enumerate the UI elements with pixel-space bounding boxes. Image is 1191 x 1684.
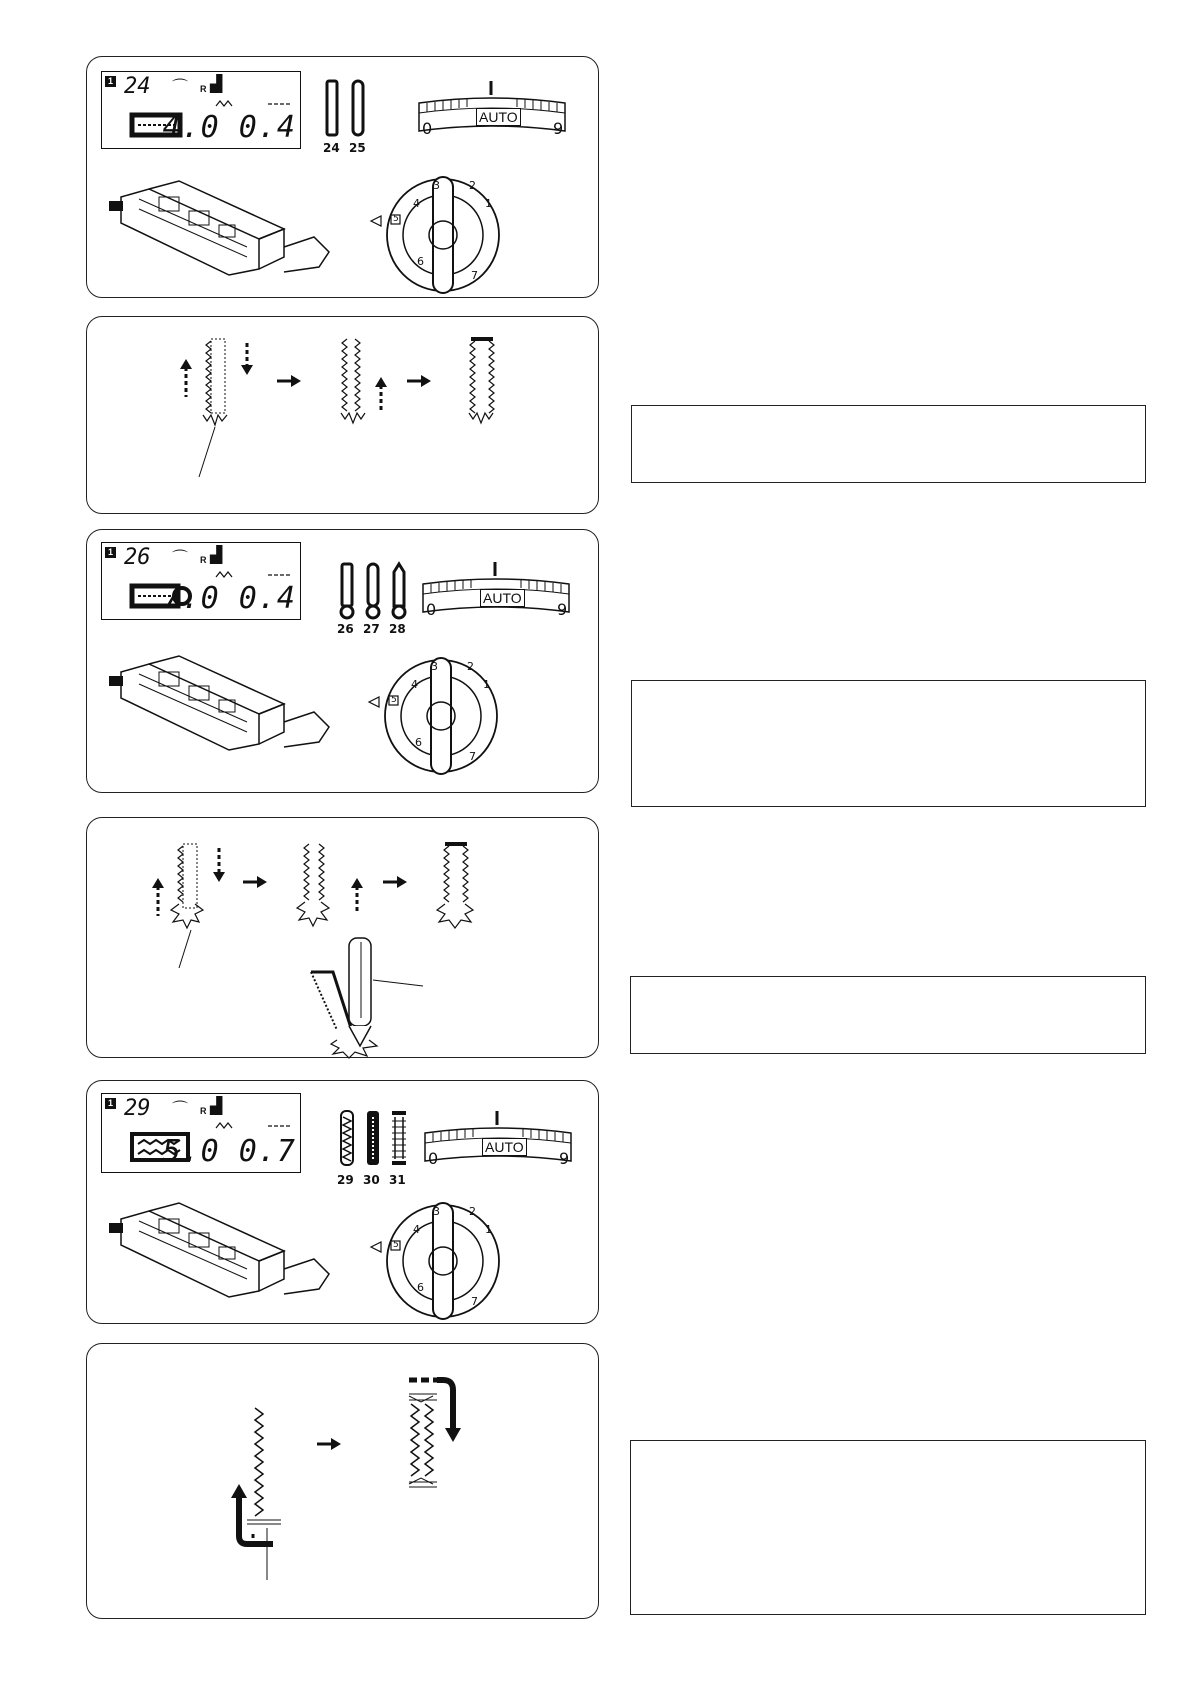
thread-tension-icon: ⌒ bbox=[172, 550, 189, 567]
buttonhole-icon-30 bbox=[365, 1109, 381, 1167]
dial-max: 9 bbox=[557, 600, 568, 619]
width-length-values: 5.0 0.7 bbox=[162, 1134, 296, 1169]
buttonhole-icon-28 bbox=[391, 562, 407, 620]
memory-icon: 1 bbox=[105, 1098, 116, 1109]
auto-label: AUTO bbox=[482, 1138, 527, 1156]
panel-buttonhole-29-31 bbox=[86, 1080, 599, 1324]
stretch-buttonhole-sequence bbox=[87, 1344, 600, 1620]
selector-number-5: 5 bbox=[393, 214, 399, 224]
r-mark: R bbox=[200, 555, 207, 565]
zigzag-width-icon bbox=[216, 571, 236, 579]
lcd-display bbox=[101, 71, 301, 149]
selector-number-2: 2 bbox=[469, 179, 476, 192]
selector-number-3: 3 bbox=[433, 179, 440, 192]
selector-number-1: 1 bbox=[483, 678, 490, 691]
selector-number-4: 4 bbox=[413, 1223, 420, 1236]
lcd-display bbox=[101, 1093, 301, 1173]
panel-square-buttonhole-steps bbox=[86, 316, 599, 514]
buttonhole-icon-29 bbox=[339, 1109, 355, 1167]
selector-number-6: 6 bbox=[417, 1281, 424, 1294]
note-box-4 bbox=[630, 1440, 1146, 1615]
selector-number-2: 2 bbox=[469, 1205, 476, 1218]
selector-number-7: 7 bbox=[469, 750, 476, 763]
r-mark: R bbox=[200, 84, 207, 94]
r-mark: R bbox=[200, 1106, 207, 1116]
pattern-number: 26 bbox=[124, 545, 151, 570]
note-box-3 bbox=[630, 976, 1146, 1054]
selector-number-2: 2 bbox=[467, 660, 474, 673]
lcd-display bbox=[101, 542, 301, 620]
buttonhole-number-24: 24 bbox=[323, 141, 340, 155]
dial-max: 9 bbox=[553, 119, 564, 138]
stitch-length-icon bbox=[268, 1124, 292, 1128]
memory-icon: 1 bbox=[105, 76, 116, 87]
stitch-length-icon bbox=[268, 102, 292, 106]
buttonhole-number-27: 27 bbox=[363, 622, 380, 636]
buttonhole-number-31: 31 bbox=[389, 1173, 406, 1187]
buttonhole-foot-illustration bbox=[109, 177, 339, 287]
dial-min: 0 bbox=[428, 1149, 439, 1168]
buttonhole-number-29: 29 bbox=[337, 1173, 354, 1187]
dial-min: 0 bbox=[422, 119, 433, 138]
presser-foot-icon: ▟ bbox=[210, 76, 223, 93]
zigzag-width-icon bbox=[216, 1122, 236, 1130]
buttonhole-icon-27 bbox=[365, 562, 381, 620]
thread-tension-icon: ⌒ bbox=[172, 79, 189, 96]
buttonhole-number-28: 28 bbox=[389, 622, 406, 636]
selector-number-1: 1 bbox=[485, 1223, 492, 1236]
panel-stretch-buttonhole-steps bbox=[86, 1343, 599, 1619]
buttonhole-foot-illustration bbox=[109, 652, 339, 762]
width-length-values: 7.0 0.4 bbox=[162, 581, 296, 616]
buttonhole-icon-26 bbox=[339, 562, 355, 620]
presser-foot-icon: ▟ bbox=[210, 547, 223, 564]
selector-number-5: 5 bbox=[391, 695, 397, 705]
selector-number-6: 6 bbox=[415, 736, 422, 749]
auto-label: AUTO bbox=[476, 108, 521, 126]
thread-tension-icon: ⌒ bbox=[172, 1101, 189, 1118]
panel-buttonhole-26-28 bbox=[86, 529, 599, 793]
buttonhole-number-25: 25 bbox=[349, 141, 366, 155]
buttonhole-number-30: 30 bbox=[363, 1173, 380, 1187]
buttonhole-icon-24 bbox=[325, 79, 339, 137]
note-box-1 bbox=[631, 405, 1146, 483]
selector-number-1: 1 bbox=[485, 197, 492, 210]
width-length-values: 4.0 0.4 bbox=[162, 110, 296, 145]
selector-number-4: 4 bbox=[411, 678, 418, 691]
pattern-number: 24 bbox=[124, 74, 151, 99]
selector-number-7: 7 bbox=[471, 269, 478, 282]
dial-max: 9 bbox=[559, 1149, 570, 1168]
stitch-length-icon bbox=[268, 573, 292, 577]
auto-label: AUTO bbox=[480, 589, 525, 607]
selector-number-3: 3 bbox=[431, 660, 438, 673]
selector-number-4: 4 bbox=[413, 197, 420, 210]
note-box-2 bbox=[631, 680, 1146, 807]
pattern-number: 29 bbox=[124, 1096, 151, 1121]
selector-number-5: 5 bbox=[393, 1240, 399, 1250]
buttonhole-icon-25 bbox=[351, 79, 365, 137]
presser-foot-icon: ▟ bbox=[210, 1098, 223, 1115]
zigzag-width-icon bbox=[216, 100, 236, 108]
panel-keyhole-buttonhole-steps bbox=[86, 817, 599, 1058]
selector-number-6: 6 bbox=[417, 255, 424, 268]
selector-number-3: 3 bbox=[433, 1205, 440, 1218]
buttonhole-sewing-sequence bbox=[87, 317, 600, 515]
buttonhole-number-26: 26 bbox=[337, 622, 354, 636]
memory-icon: 1 bbox=[105, 547, 116, 558]
panel-buttonhole-24-25 bbox=[86, 56, 599, 298]
keyhole-sewing-sequence bbox=[87, 818, 600, 1059]
buttonhole-icon-31 bbox=[391, 1109, 407, 1167]
selector-number-7: 7 bbox=[471, 1295, 478, 1308]
dial-min: 0 bbox=[426, 600, 437, 619]
buttonhole-foot-illustration bbox=[109, 1199, 339, 1309]
